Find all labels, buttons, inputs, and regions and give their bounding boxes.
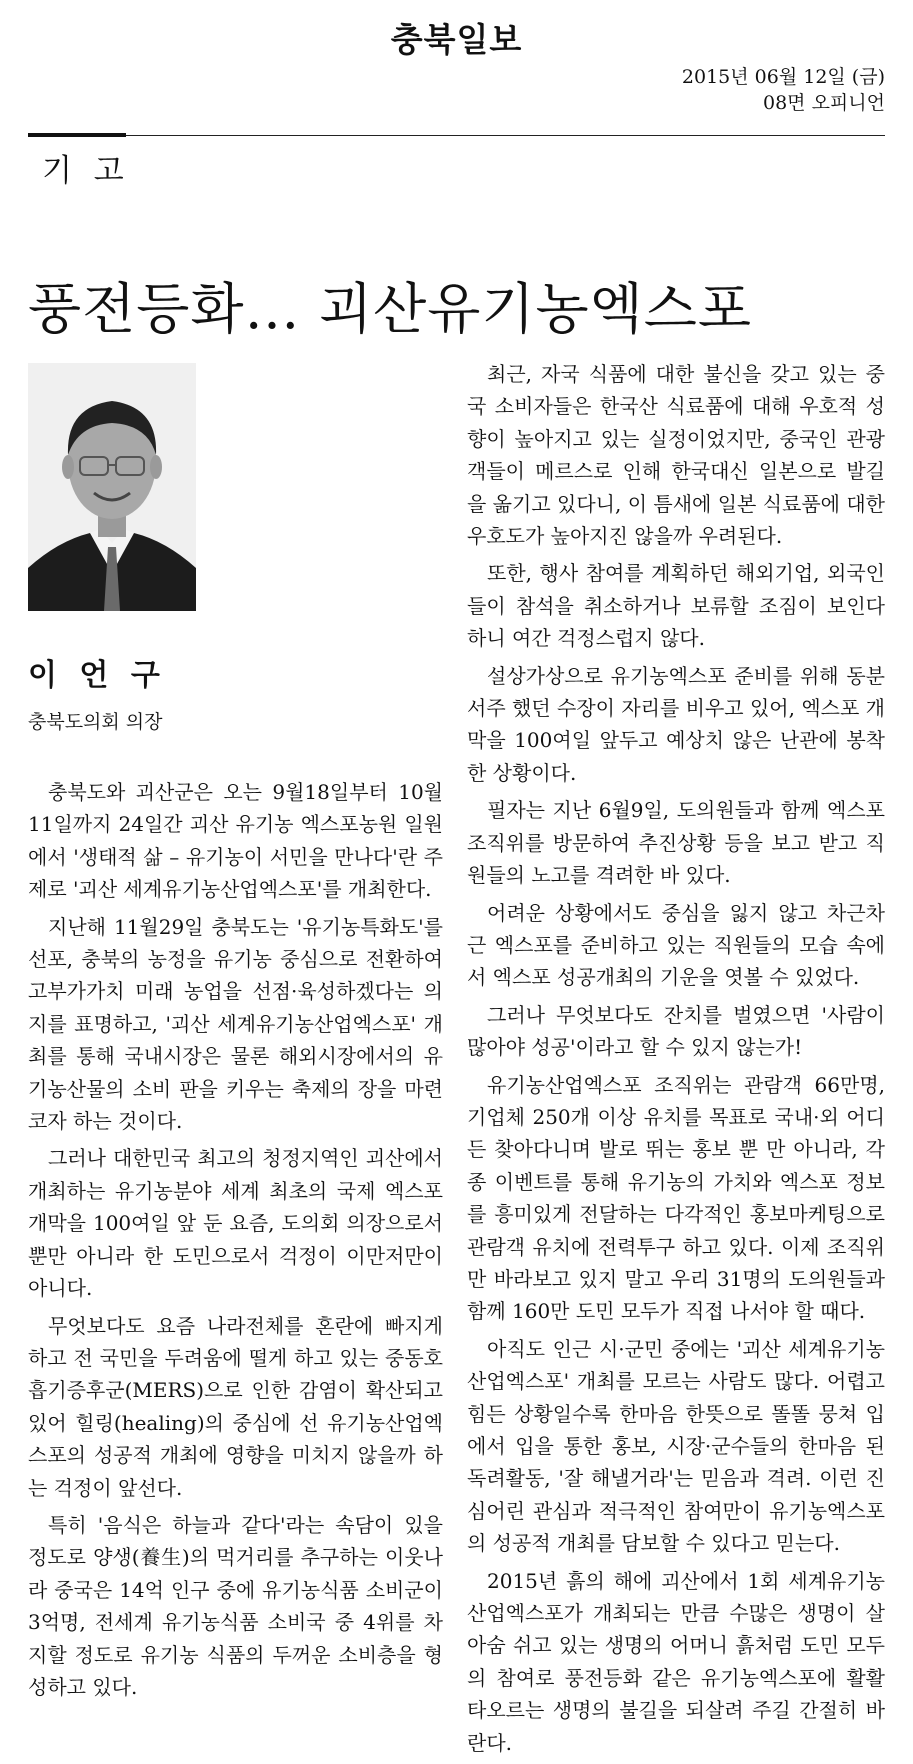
paragraph: 필자는 지난 6월9일, 도의원들과 함께 엑스포 조직위를 방문하여 추진상황 등을 보고 받고 직원들의 노고를 격려한 바 있다.	[467, 798, 885, 888]
author-role: 충북도의회 의장	[28, 711, 163, 733]
section-label: 기 고	[42, 153, 130, 189]
paragraph: 그러나 무엇보다도 잔치를 벌였으면 '사람이 많아야 성공'이라고 할 수 있지 않는가!	[467, 1002, 885, 1060]
header-rule	[28, 135, 885, 136]
dateline	[682, 64, 885, 116]
paragraph: 어려운 상황에서도 중심을 잃지 않고 차근차근 엑스포를 준비하고 있는 직원들의 모습 속에서 엑스포 성공개최의 기운을 엿볼 수 있었다.	[467, 900, 885, 990]
paragraph: 무엇보다도 요즘 나라전체를 혼란에 빠지게 하고 전 국민을 두려움에 떨게 하고 있는 중동호흡기증후군(MERS)으로 인한 감염이 확산되고 있어 힐링(healing)의 중심에 선 유기농산업엑스포의 성공적 개최에 영향을 미치지 않을까 하는 걱정이 앞선다.	[28, 1313, 443, 1500]
page-section: 08면 오피니언	[763, 92, 885, 114]
section-rule-accent	[28, 133, 126, 137]
paragraph: 2015년 흙의 해에 괴산에서 1회 세계유기농산업엑스포가 개최되는 만큼 수많은 생명이 살아숨 쉬고 있는 생명의 어머니 흙처럼 도민 모두의 참여로 풍전등화 같은 유기농엑스포에 활활 타오르는 생명의 불길을 되살려 주길 간절히 바란다.	[467, 1568, 885, 1755]
paragraph: 충북도와 괴산군은 오는 9월18일부터 10월11일까지 24일간 괴산 유기농 엑스포농원 일원에서 '생태적 삶 – 유기농이 서민을 만나다'란 주제로 '괴산 세계유기농산업엑스포'를 개최한다.	[28, 780, 443, 902]
headline: 풍전등화… 괴산유기농엑스포	[28, 276, 753, 341]
newspaper-name: 충북일보	[390, 20, 523, 59]
article-column-left	[28, 776, 443, 1708]
author-name: 이 언 구	[28, 658, 166, 693]
paragraph: 유기농산업엑스포 조직위는 관람객 66만명, 기업체 250개 이상 유치를 목표로 국내·외 어디든 찾아다니며 발로 뛰는 홍보 뿐 만 아니라, 각종 이벤트를 통해 유기농의 가치와 엑스포 정보를 흥미있게 전달하는 다각적인 홍보마케팅으로 관람객 유치에 전력투구 하고 있다. 이제 조직위만 바라보고 있지 말고 우리 31명의 도의원들과 함께 160만 도민 모두가 직접 나서야 할 때다.	[467, 1072, 885, 1324]
paragraph: 또한, 행사 참여를 계획하던 해외기업, 외국인들이 참석을 취소하거나 보류할 조짐이 보인다 하니 여간 걱정스럽지 않다.	[467, 561, 885, 651]
author-photo	[28, 363, 196, 611]
paragraph: 특히 '음식은 하늘과 같다'라는 속담이 있을 정도로 양생(養生)의 먹거리를 추구하는 이웃나라 중국은 14억 인구 중에 유기농식품 소비군이 3억명, 전세계 유기농식품 소비국 중 4위를 차지할 정도로 유기농 식품의 두꺼운 소비층을 형성하고 있다.	[28, 1512, 443, 1699]
publication-date: 2015년 06월 12일 (금)	[681, 66, 885, 88]
paragraph: 최근, 자국 식품에 대한 불신을 갖고 있는 중국 소비자들은 한국산 식료품에 대해 우호적 성향이 높아지고 있는 실정이었지만, 중국인 관광객들이 메르스로 인해 한국대신 일본으로 발길을 옮기고 있다니, 이 틈새에 일본 식료품에 대한 우호도가 높아지진 않을까 우려된다.	[467, 362, 885, 549]
paragraph: 그러나 대한민국 최고의 청정지역인 괴산에서 개최하는 유기농분야 세계 최초의 국제 엑스포 개막을 100여일 앞 둔 요즘, 도의회 의장으로서 뿐만 아니라 한 도민으로서 걱정이 이만저만이 아니다.	[28, 1146, 443, 1301]
paragraph: 아직도 인근 시·군민 중에는 '괴산 세계유기농산업엑스포' 개최를 모르는 사람도 많다. 어렵고 힘든 상황일수록 한마음 한뜻으로 똘똘 뭉쳐 입에서 입을 통한 홍보, 시장·군수들의 한마음 된 독려활동, '잘 해낼거라'는 믿음과 격려. 이런 진심어린 관심과 적극적인 참여만이 유기농엑스포의 성공적 개최를 담보할 수 있다고 믿는다.	[467, 1336, 885, 1556]
article-column-right	[467, 358, 885, 1764]
paragraph: 지난해 11월29일 충북도는 '유기농특화도'를 선포, 충북의 농정을 유기농 중심으로 전환하여 고부가가치 미래 농업을 선점·육성하겠다는 의지를 표명하고, '괴산 세계유기농산업엑스포' 개최를 통해 국내시장은 물론 해외시장에서의 유기농산물의 소비 판을 키우는 축제의 장을 마련코자 하는 것이다.	[28, 914, 443, 1134]
paragraph: 설상가상으로 유기농엑스포 준비를 위해 동분서주 했던 수장이 자리를 비우고 있어, 엑스포 개막을 100여일 앞두고 예상치 않은 난관에 봉착한 상황이다.	[467, 663, 885, 785]
